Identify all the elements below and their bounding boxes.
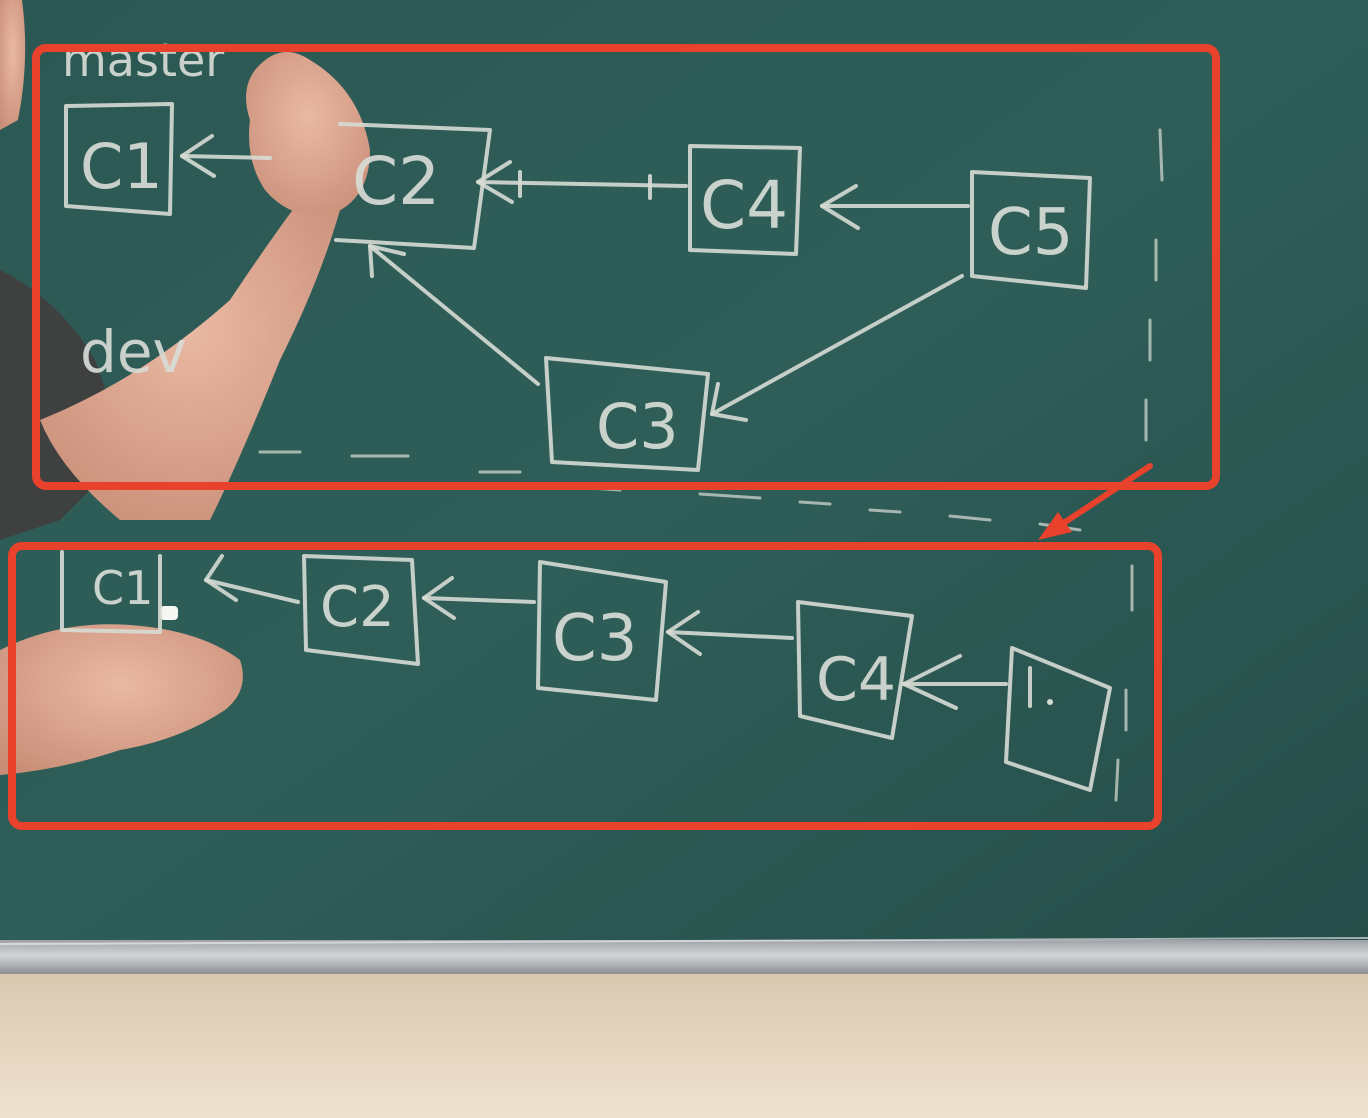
bottom-commit-c2: C2 xyxy=(320,575,395,640)
bottom-commit-new-dot xyxy=(1047,699,1053,705)
bottom-commit-c3: C3 xyxy=(552,602,638,676)
label-dev: dev xyxy=(80,318,187,386)
top-commit-c4: C4 xyxy=(700,167,789,244)
top-commit-c2: C2 xyxy=(352,143,441,220)
label-master: master xyxy=(62,33,225,87)
chalk-tray xyxy=(0,940,1368,974)
chalk-stick xyxy=(160,606,178,620)
top-commit-c3: C3 xyxy=(596,390,679,463)
wall xyxy=(0,960,1368,1118)
top-commit-c1: C1 xyxy=(80,130,163,203)
top-commit-c5: C5 xyxy=(988,196,1074,270)
bottom-commit-c4: C4 xyxy=(816,645,897,715)
bottom-commit-c1: C1 xyxy=(92,561,154,615)
